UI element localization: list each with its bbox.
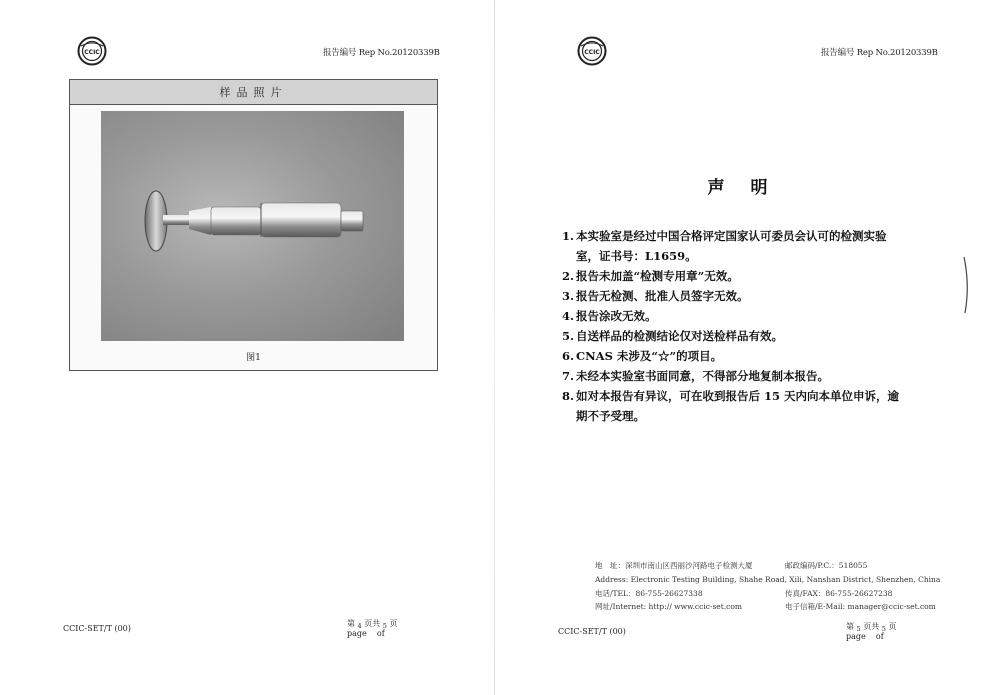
item-text: 未经本实验室书面同意，不得部分地复制本报告。 xyxy=(576,369,829,383)
item-number: 1. xyxy=(562,229,575,243)
pager-en-page: page xyxy=(846,632,866,641)
declaration-item xyxy=(562,386,942,426)
pager-cn-middle: 页共 xyxy=(364,619,381,628)
sample-device-image xyxy=(101,111,404,341)
logo-text: CCIC xyxy=(584,49,600,56)
page-counter xyxy=(347,619,397,639)
item-text-continued: 室，证书号：L1659。 xyxy=(576,249,697,263)
scan-edge-mark xyxy=(962,255,972,315)
pager-current: 5 xyxy=(856,625,861,633)
declaration-item xyxy=(562,326,942,346)
item-number: 4. xyxy=(562,309,575,323)
item-text: 报告涂改无效。 xyxy=(576,309,657,323)
item-number: 8. xyxy=(562,389,575,403)
page-counter xyxy=(846,622,896,642)
contact-tel: 电话/TEL：86-755-26627338 xyxy=(595,589,703,598)
form-code: CCIC-SET/T (00) xyxy=(558,627,626,636)
declaration-item xyxy=(562,346,942,366)
pager-cn-prefix: 第 xyxy=(347,619,355,628)
declaration-item xyxy=(562,286,942,306)
contact-postcode: 邮政编码/P.C.：518055 xyxy=(785,561,868,570)
pager-cn-prefix: 第 xyxy=(846,622,854,631)
sample-photo-frame xyxy=(69,79,438,371)
declaration-item xyxy=(562,306,942,326)
report-number: 报告编号 Rep No.20120339B xyxy=(323,48,440,58)
item-number: 3. xyxy=(562,289,575,303)
item-text: 如对本报告有异议，可在收到报告后 15 天内向本单位申诉，逾 xyxy=(576,389,900,403)
contact-web: 网址/Internet: http:// www.ccic-set.com xyxy=(595,602,742,611)
pager-cn-suffix: 页 xyxy=(888,622,897,631)
declaration-item xyxy=(562,226,942,266)
report-page-5 xyxy=(495,0,990,695)
ccic-logo-icon xyxy=(577,36,607,66)
report-number: 报告编号 Rep No.20120339B xyxy=(821,48,938,58)
item-text-continued: 期不予受理。 xyxy=(576,409,645,423)
pager-en-of: of xyxy=(376,629,385,638)
item-text: 报告无检测、批准人员签字无效。 xyxy=(576,289,749,303)
contact-address-en: Address: Electronic Testing Building, Shahe Road, Xili, Nanshan District, Shenzhen, China xyxy=(595,575,941,584)
declaration-item xyxy=(562,366,942,386)
item-number: 5. xyxy=(562,329,575,343)
pager-cn-suffix: 页 xyxy=(389,619,398,628)
item-number: 2. xyxy=(562,269,575,283)
pager-en-of: of xyxy=(875,632,884,641)
pager-total: 5 xyxy=(382,622,387,630)
photo-header-title: 样品照片 xyxy=(219,86,288,99)
item-number: 6. xyxy=(562,349,575,363)
form-code: CCIC-SET/T (00) xyxy=(63,624,131,633)
contact-address-cn: 地 址：深圳市南山区西丽沙河路电子检测大厦 xyxy=(595,561,753,570)
declaration-item xyxy=(562,266,942,286)
pager-total: 5 xyxy=(881,625,886,633)
item-text: 本实验室是经过中国合格评定国家认可委员会认可的检测实验 xyxy=(576,229,887,243)
photo-header xyxy=(70,80,437,105)
item-text: CNAS 未涉及“☆”的项目。 xyxy=(576,349,723,363)
pager-current: 4 xyxy=(357,622,362,630)
contact-email: 电子信箱/E-Mail: manager@ccic-set.com xyxy=(785,602,936,611)
logo-text: CCIC xyxy=(84,49,100,56)
item-text: 自送样品的检测结论仅对送检样品有效。 xyxy=(576,329,783,343)
declaration-title: 声 明 xyxy=(707,178,778,198)
contact-fax: 传真/FAX：86-755-26627238 xyxy=(785,589,893,598)
item-number: 7. xyxy=(562,369,575,383)
declaration-list xyxy=(562,226,942,426)
pager-en-page: page xyxy=(347,629,367,638)
sample-photo xyxy=(101,111,404,341)
ccic-logo-icon xyxy=(77,36,107,66)
pager-cn-middle: 页共 xyxy=(863,622,880,631)
item-text: 报告未加盖“检测专用章”无效。 xyxy=(576,269,739,283)
photo-caption: 图1 xyxy=(246,353,261,363)
